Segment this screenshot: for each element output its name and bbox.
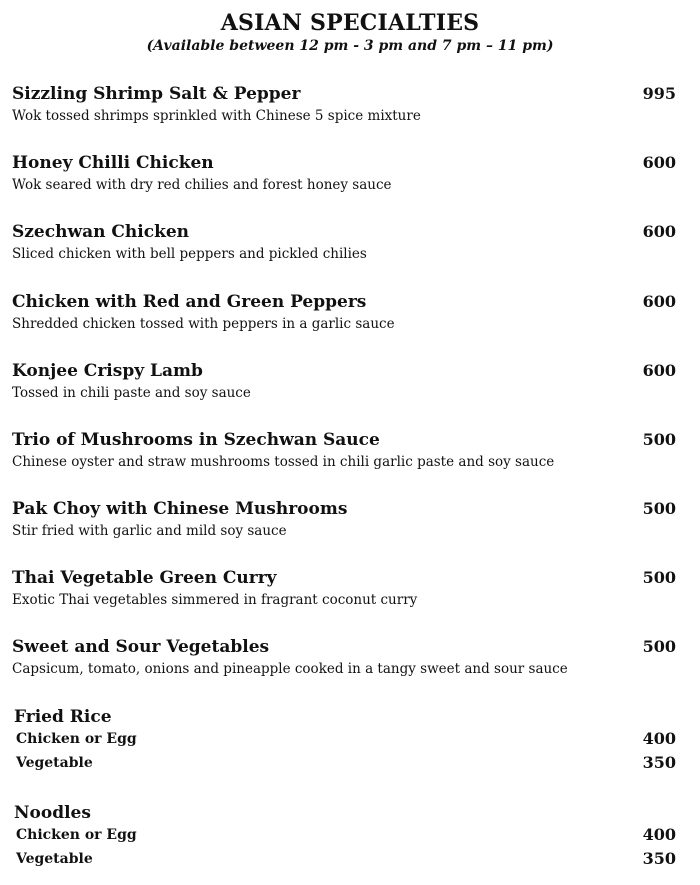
item-description: Sliced chicken with bell peppers and pickled chilies bbox=[12, 246, 367, 262]
menu-item bbox=[12, 153, 676, 194]
item-name: Konjee Crispy Lamb bbox=[12, 361, 203, 381]
item-name: Pak Choy with Chinese Mushrooms bbox=[12, 499, 348, 519]
item-price: 600 bbox=[642, 292, 676, 311]
item-name: Szechwan Chicken bbox=[12, 222, 190, 242]
item-name: Honey Chilli Chicken bbox=[12, 153, 214, 173]
group-name: Noodles bbox=[14, 803, 91, 823]
item-description: Wok tossed shrimps sprinkled with Chinese 5 spice mixture bbox=[12, 108, 421, 124]
menu-group bbox=[14, 803, 676, 871]
menu-item bbox=[12, 222, 676, 263]
menu-item bbox=[12, 292, 676, 333]
item-price: 995 bbox=[642, 84, 676, 103]
option-name: Chicken or Egg bbox=[16, 731, 137, 747]
item-description: Stir fried with garlic and mild soy sauce bbox=[12, 523, 287, 539]
menu-item bbox=[12, 637, 676, 678]
item-name: Thai Vegetable Green Curry bbox=[12, 568, 277, 588]
item-price: 600 bbox=[642, 153, 676, 172]
item-price: 600 bbox=[642, 222, 676, 241]
item-name: Sweet and Sour Vegetables bbox=[12, 637, 270, 657]
item-name: Sizzling Shrimp Salt & Pepper bbox=[12, 84, 301, 104]
option-name: Vegetable bbox=[16, 755, 93, 771]
item-description: Shredded chicken tossed with peppers in a garlic sauce bbox=[12, 316, 395, 332]
item-description: Exotic Thai vegetables simmered in fragrant coconut curry bbox=[12, 592, 418, 608]
option-price: 400 bbox=[642, 729, 676, 748]
menu-group bbox=[14, 707, 676, 775]
option-name: Chicken or Egg bbox=[16, 827, 137, 843]
option-price: 400 bbox=[642, 825, 676, 844]
menu-item bbox=[12, 568, 676, 609]
menu-item bbox=[12, 361, 676, 402]
menu-item bbox=[12, 84, 676, 125]
item-price: 500 bbox=[642, 430, 676, 449]
option-name: Vegetable bbox=[16, 851, 93, 867]
group-name: Fried Rice bbox=[14, 707, 112, 727]
item-name: Chicken with Red and Green Peppers bbox=[12, 292, 367, 312]
item-price: 600 bbox=[642, 361, 676, 380]
item-name: Trio of Mushrooms in Szechwan Sauce bbox=[12, 430, 380, 450]
menu-item bbox=[12, 430, 676, 471]
item-price: 500 bbox=[642, 499, 676, 518]
menu-item bbox=[12, 499, 676, 540]
group-option bbox=[14, 847, 676, 871]
item-description: Wok seared with dry red chilies and forest honey sauce bbox=[12, 177, 392, 193]
item-price: 500 bbox=[642, 568, 676, 587]
item-description: Capsicum, tomato, onions and pineapple cooked in a tangy sweet and sour sauce bbox=[12, 661, 568, 677]
group-option bbox=[14, 823, 676, 847]
menu-title: ASIAN SPECIALTIES bbox=[220, 10, 480, 36]
item-description: Tossed in chili paste and soy sauce bbox=[12, 385, 251, 401]
option-price: 350 bbox=[642, 753, 676, 772]
group-option bbox=[14, 727, 676, 751]
option-price: 350 bbox=[642, 849, 676, 868]
availability-note: (Available between 12 pm - 3 pm and 7 pm – 11 pm) bbox=[146, 38, 554, 54]
group-option bbox=[14, 751, 676, 775]
item-description: Chinese oyster and straw mushrooms tossed in chili garlic paste and soy sauce bbox=[12, 454, 555, 470]
item-price: 500 bbox=[642, 637, 676, 656]
